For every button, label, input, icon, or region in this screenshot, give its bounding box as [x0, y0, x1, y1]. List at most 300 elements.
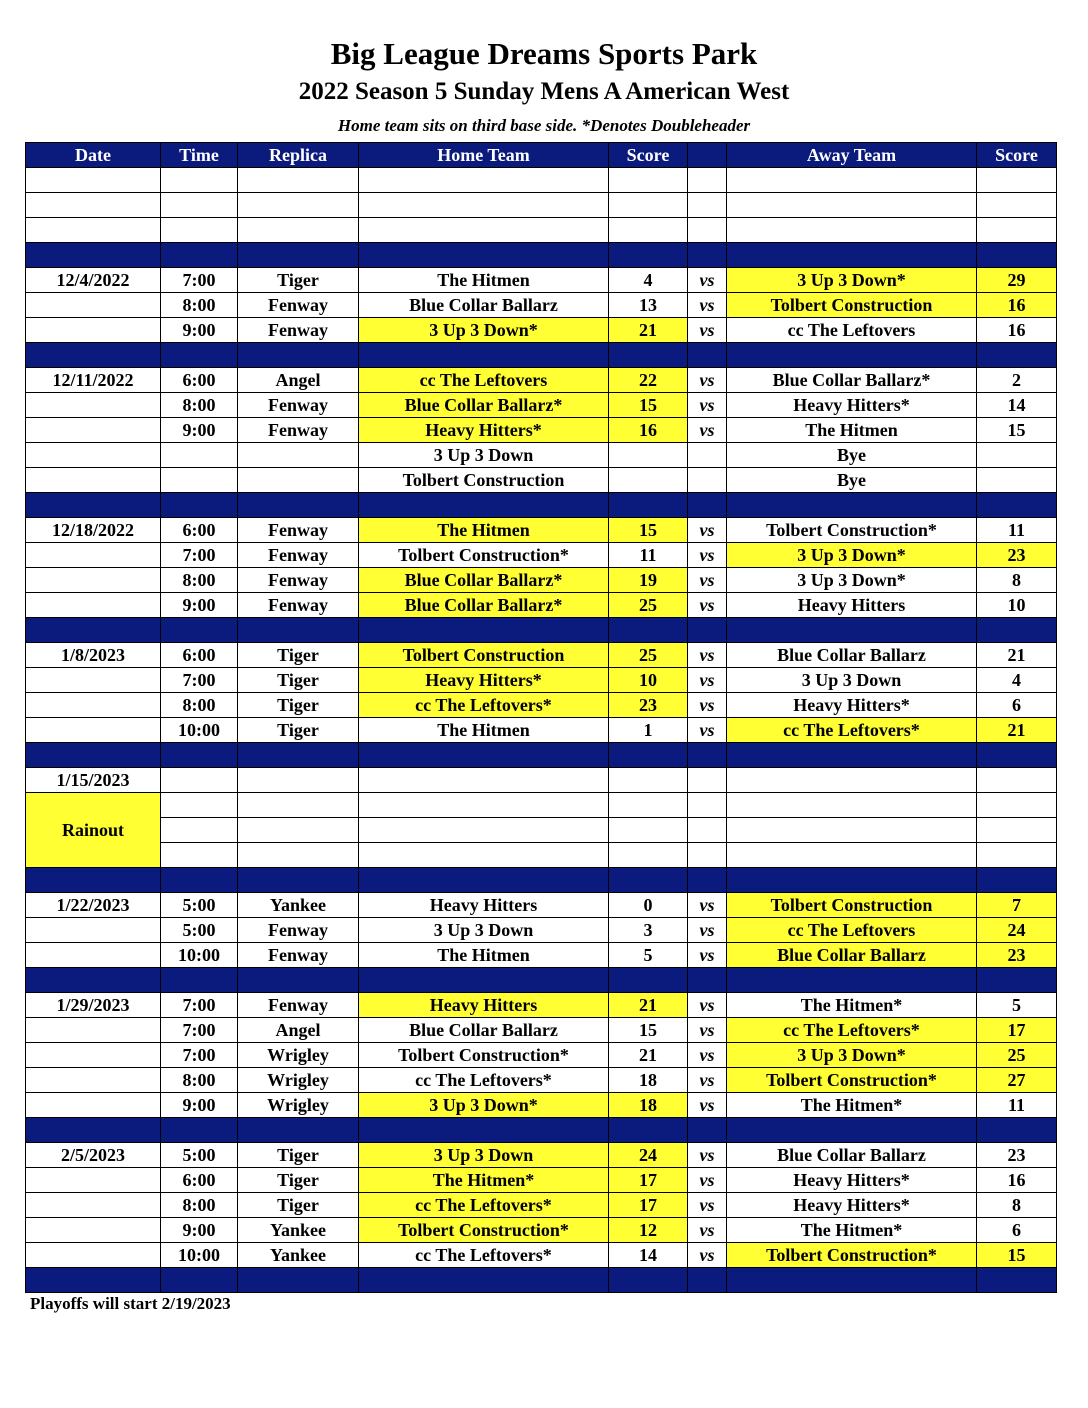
vs-cell: vs — [688, 543, 727, 568]
time-cell: 9:00 — [161, 1218, 238, 1243]
away-team-cell: Blue Collar Ballarz — [727, 1143, 977, 1168]
page-title: Big League Dreams Sports Park — [330, 36, 758, 71]
vs-cell: vs — [688, 1143, 727, 1168]
home-score-cell — [609, 443, 688, 468]
vs-cell: vs — [688, 568, 727, 593]
replica-cell: Wrigley — [238, 1043, 359, 1068]
home-team-cell: Blue Collar Ballarz — [359, 1018, 609, 1043]
separator-cell — [161, 618, 238, 643]
home-team-cell: Heavy Hitters — [359, 993, 609, 1018]
away-score-cell: 17 — [977, 1018, 1057, 1043]
date-cell: 12/4/2022 — [26, 268, 161, 293]
replica-cell: Fenway — [238, 543, 359, 568]
vs-cell: vs — [688, 1243, 727, 1268]
separator-cell — [26, 1118, 161, 1143]
date-cell — [26, 668, 161, 693]
home-score-cell: 24 — [609, 1143, 688, 1168]
home-score-cell: 21 — [609, 1043, 688, 1068]
separator-cell — [609, 868, 688, 893]
separator-cell — [977, 1268, 1057, 1293]
home-team-cell: Blue Collar Ballarz — [359, 293, 609, 318]
empty-cell — [727, 768, 977, 793]
header-time: Time — [161, 143, 238, 168]
game-row — [26, 918, 1057, 943]
empty-cell — [727, 818, 977, 843]
empty-cell — [727, 793, 977, 818]
date-cell — [26, 1193, 161, 1218]
empty-cell — [727, 218, 977, 243]
date-cell — [26, 443, 161, 468]
game-row — [26, 593, 1057, 618]
separator-cell — [688, 243, 727, 268]
vs-cell: vs — [688, 1043, 727, 1068]
game-row — [26, 568, 1057, 593]
separator-row — [26, 1118, 1057, 1143]
away-team-cell: Tolbert Construction — [727, 893, 977, 918]
vs-cell: vs — [688, 1218, 727, 1243]
away-score-cell: 21 — [977, 718, 1057, 743]
vs-cell: vs — [688, 318, 727, 343]
separator-cell — [26, 868, 161, 893]
time-cell: 10:00 — [161, 1243, 238, 1268]
time-cell: 5:00 — [161, 893, 238, 918]
separator-cell — [977, 1118, 1057, 1143]
separator-cell — [688, 618, 727, 643]
home-score-cell: 18 — [609, 1093, 688, 1118]
time-cell: 7:00 — [161, 1043, 238, 1068]
date-cell — [26, 1043, 161, 1068]
vs-cell: vs — [688, 1018, 727, 1043]
separator-cell — [609, 493, 688, 518]
separator-row — [26, 343, 1057, 368]
separator-row — [26, 243, 1057, 268]
away-team-cell: Heavy Hitters* — [727, 693, 977, 718]
separator-cell — [238, 1268, 359, 1293]
separator-cell — [727, 618, 977, 643]
away-team-cell: Blue Collar Ballarz* — [727, 368, 977, 393]
separator-cell — [609, 968, 688, 993]
home-score-cell: 15 — [609, 518, 688, 543]
empty-cell — [359, 793, 609, 818]
game-row — [26, 268, 1057, 293]
date-cell: 1/22/2023 — [26, 893, 161, 918]
away-score-cell: 23 — [977, 1143, 1057, 1168]
home-score-cell: 1 — [609, 718, 688, 743]
separator-cell — [359, 868, 609, 893]
game-row — [26, 368, 1057, 393]
separator-cell — [359, 1118, 609, 1143]
date-cell — [26, 418, 161, 443]
header-vs — [688, 143, 727, 168]
header-home-team: Home Team — [359, 143, 609, 168]
separator-cell — [238, 1118, 359, 1143]
empty-cell — [977, 768, 1057, 793]
empty-cell — [977, 843, 1057, 868]
home-team-cell: cc The Leftovers* — [359, 1243, 609, 1268]
home-team-cell: The Hitmen — [359, 943, 609, 968]
away-team-cell: 3 Up 3 Down* — [727, 568, 977, 593]
vs-cell: vs — [688, 643, 727, 668]
game-row — [26, 993, 1057, 1018]
replica-cell: Tiger — [238, 1168, 359, 1193]
separator-cell — [359, 618, 609, 643]
game-row — [26, 418, 1057, 443]
home-team-cell: Blue Collar Ballarz* — [359, 568, 609, 593]
away-score-cell: 16 — [977, 318, 1057, 343]
replica-cell: Wrigley — [238, 1093, 359, 1118]
vs-cell: vs — [688, 693, 727, 718]
away-team-cell: Heavy Hitters* — [727, 1168, 977, 1193]
game-row — [26, 1143, 1057, 1168]
empty-cell — [359, 218, 609, 243]
home-score-cell: 15 — [609, 393, 688, 418]
vs-cell: vs — [688, 993, 727, 1018]
separator-cell — [609, 618, 688, 643]
away-score-cell: 7 — [977, 893, 1057, 918]
date-cell: 1/8/2023 — [26, 643, 161, 668]
separator-cell — [238, 743, 359, 768]
away-score-cell: 5 — [977, 993, 1057, 1018]
date-cell — [26, 593, 161, 618]
separator-cell — [727, 968, 977, 993]
separator-cell — [26, 343, 161, 368]
separator-cell — [609, 343, 688, 368]
empty-cell — [977, 168, 1057, 193]
home-team-cell: Tolbert Construction* — [359, 1218, 609, 1243]
game-row — [26, 1018, 1057, 1043]
away-score-cell — [977, 443, 1057, 468]
empty-cell — [238, 193, 359, 218]
home-score-cell: 0 — [609, 893, 688, 918]
date-cell — [26, 1093, 161, 1118]
separator-cell — [161, 343, 238, 368]
empty-cell — [688, 193, 727, 218]
away-team-cell: 3 Up 3 Down — [727, 668, 977, 693]
separator-cell — [727, 1118, 977, 1143]
separator-cell — [977, 493, 1057, 518]
away-team-cell: Tolbert Construction — [727, 293, 977, 318]
schedule-note: Home team sits on third base side. *Denotes Doubleheader — [337, 116, 751, 135]
separator-cell — [26, 1268, 161, 1293]
header-replica: Replica — [238, 143, 359, 168]
separator-cell — [161, 868, 238, 893]
empty-cell — [161, 818, 238, 843]
away-team-cell: Bye — [727, 468, 977, 493]
home-team-cell: The Hitmen — [359, 518, 609, 543]
separator-cell — [161, 968, 238, 993]
vs-cell: vs — [688, 1193, 727, 1218]
home-team-cell: 3 Up 3 Down — [359, 918, 609, 943]
separator-cell — [359, 493, 609, 518]
date-cell — [26, 718, 161, 743]
away-score-cell: 8 — [977, 1193, 1057, 1218]
replica-cell: Fenway — [238, 918, 359, 943]
replica-cell: Fenway — [238, 993, 359, 1018]
empty-cell — [26, 193, 161, 218]
date-cell — [26, 393, 161, 418]
home-team-cell: Heavy Hitters* — [359, 418, 609, 443]
time-cell: 8:00 — [161, 1068, 238, 1093]
time-cell: 9:00 — [161, 1093, 238, 1118]
replica-cell: Fenway — [238, 418, 359, 443]
separator-row — [26, 1268, 1057, 1293]
separator-row — [26, 618, 1057, 643]
replica-cell: Fenway — [238, 568, 359, 593]
vs-cell — [688, 443, 727, 468]
blank-row — [26, 218, 1057, 243]
empty-cell — [727, 168, 977, 193]
home-team-cell: cc The Leftovers* — [359, 1068, 609, 1093]
empty-cell — [359, 168, 609, 193]
vs-cell: vs — [688, 1168, 727, 1193]
away-team-cell: Heavy Hitters — [727, 593, 977, 618]
replica-cell: Tiger — [238, 718, 359, 743]
rainout-row — [26, 793, 1057, 818]
separator-cell — [688, 968, 727, 993]
away-score-cell: 23 — [977, 543, 1057, 568]
empty-cell — [609, 218, 688, 243]
replica-cell: Yankee — [238, 1218, 359, 1243]
game-row — [26, 668, 1057, 693]
replica-cell: Fenway — [238, 393, 359, 418]
header-date: Date — [26, 143, 161, 168]
game-row — [26, 1243, 1057, 1268]
away-team-cell: Bye — [727, 443, 977, 468]
empty-cell — [688, 843, 727, 868]
away-score-cell: 21 — [977, 643, 1057, 668]
away-team-cell: cc The Leftovers* — [727, 1018, 977, 1043]
home-score-cell: 19 — [609, 568, 688, 593]
home-score-cell: 21 — [609, 993, 688, 1018]
home-score-cell: 12 — [609, 1218, 688, 1243]
time-cell: 8:00 — [161, 293, 238, 318]
blank-row — [26, 193, 1057, 218]
replica-cell: Tiger — [238, 668, 359, 693]
home-team-cell: 3 Up 3 Down — [359, 443, 609, 468]
rainout-badge: Rainout — [26, 793, 161, 868]
time-cell: 10:00 — [161, 718, 238, 743]
away-score-cell: 16 — [977, 1168, 1057, 1193]
date-cell — [26, 1068, 161, 1093]
separator-cell — [359, 743, 609, 768]
home-score-cell: 11 — [609, 543, 688, 568]
date-cell — [26, 693, 161, 718]
home-score-cell: 22 — [609, 368, 688, 393]
empty-cell — [359, 818, 609, 843]
empty-cell — [161, 768, 238, 793]
separator-cell — [727, 1268, 977, 1293]
home-team-cell: 3 Up 3 Down — [359, 1143, 609, 1168]
empty-cell — [161, 168, 238, 193]
time-cell: 7:00 — [161, 993, 238, 1018]
away-team-cell: cc The Leftovers* — [727, 718, 977, 743]
date-only-row — [26, 768, 1057, 793]
home-score-cell: 17 — [609, 1168, 688, 1193]
vs-cell: vs — [688, 893, 727, 918]
replica-cell: Yankee — [238, 1243, 359, 1268]
empty-cell — [359, 843, 609, 868]
separator-cell — [688, 868, 727, 893]
vs-cell: vs — [688, 1093, 727, 1118]
away-score-cell: 10 — [977, 593, 1057, 618]
separator-cell — [727, 243, 977, 268]
home-team-cell: The Hitmen — [359, 718, 609, 743]
replica-cell: Fenway — [238, 943, 359, 968]
separator-cell — [359, 968, 609, 993]
empty-cell — [688, 818, 727, 843]
separator-cell — [977, 968, 1057, 993]
empty-cell — [688, 793, 727, 818]
date-cell — [26, 568, 161, 593]
away-score-cell: 25 — [977, 1043, 1057, 1068]
away-team-cell: Blue Collar Ballarz — [727, 943, 977, 968]
separator-cell — [26, 493, 161, 518]
vs-cell: vs — [688, 393, 727, 418]
replica-cell — [238, 443, 359, 468]
away-score-cell: 11 — [977, 518, 1057, 543]
page-subtitle: 2022 Season 5 Sunday Mens A American West — [298, 78, 790, 105]
home-team-cell: Tolbert Construction — [359, 468, 609, 493]
separator-cell — [26, 243, 161, 268]
home-score-cell: 23 — [609, 693, 688, 718]
replica-cell: Fenway — [238, 293, 359, 318]
game-row — [26, 643, 1057, 668]
home-score-cell: 17 — [609, 1193, 688, 1218]
time-cell: 9:00 — [161, 593, 238, 618]
time-cell — [161, 468, 238, 493]
separator-cell — [977, 618, 1057, 643]
empty-cell — [359, 768, 609, 793]
separator-cell — [609, 1118, 688, 1143]
vs-cell: vs — [688, 518, 727, 543]
vs-cell — [688, 468, 727, 493]
vs-cell: vs — [688, 668, 727, 693]
vs-cell: vs — [688, 918, 727, 943]
separator-cell — [977, 743, 1057, 768]
away-score-cell: 29 — [977, 268, 1057, 293]
empty-cell — [977, 218, 1057, 243]
separator-cell — [609, 243, 688, 268]
time-cell: 6:00 — [161, 368, 238, 393]
empty-cell — [727, 843, 977, 868]
time-cell: 5:00 — [161, 918, 238, 943]
vs-cell: vs — [688, 268, 727, 293]
game-row — [26, 518, 1057, 543]
empty-cell — [977, 818, 1057, 843]
away-score-cell: 16 — [977, 293, 1057, 318]
replica-cell: Wrigley — [238, 1068, 359, 1093]
empty-cell — [161, 843, 238, 868]
time-cell: 8:00 — [161, 568, 238, 593]
game-row — [26, 318, 1057, 343]
vs-cell: vs — [688, 718, 727, 743]
date-cell: 1/29/2023 — [26, 993, 161, 1018]
vs-cell: vs — [688, 943, 727, 968]
away-score-cell: 2 — [977, 368, 1057, 393]
home-team-cell: The Hitmen* — [359, 1168, 609, 1193]
game-row — [26, 693, 1057, 718]
replica-cell: Tiger — [238, 1193, 359, 1218]
time-cell: 10:00 — [161, 943, 238, 968]
away-team-cell: Tolbert Construction* — [727, 1068, 977, 1093]
separator-cell — [238, 868, 359, 893]
game-row — [26, 718, 1057, 743]
vs-cell: vs — [688, 293, 727, 318]
away-team-cell: The Hitmen* — [727, 1093, 977, 1118]
date-cell: 2/5/2023 — [26, 1143, 161, 1168]
time-cell: 9:00 — [161, 418, 238, 443]
separator-cell — [161, 743, 238, 768]
home-score-cell: 15 — [609, 1018, 688, 1043]
date-cell — [26, 543, 161, 568]
empty-cell — [688, 218, 727, 243]
away-score-cell: 4 — [977, 668, 1057, 693]
away-score-cell: 6 — [977, 1218, 1057, 1243]
time-cell: 6:00 — [161, 643, 238, 668]
bye-row — [26, 443, 1057, 468]
home-score-cell: 18 — [609, 1068, 688, 1093]
separator-cell — [727, 868, 977, 893]
replica-cell — [238, 468, 359, 493]
game-row — [26, 1068, 1057, 1093]
replica-cell: Yankee — [238, 893, 359, 918]
replica-cell: Angel — [238, 368, 359, 393]
away-team-cell: cc The Leftovers — [727, 318, 977, 343]
separator-cell — [161, 493, 238, 518]
home-team-cell: cc The Leftovers — [359, 368, 609, 393]
game-row — [26, 943, 1057, 968]
date-cell — [26, 918, 161, 943]
empty-cell — [238, 843, 359, 868]
replica-cell: Tiger — [238, 693, 359, 718]
date-cell — [26, 1243, 161, 1268]
separator-cell — [688, 1268, 727, 1293]
schedule-body — [26, 168, 1057, 1293]
home-score-cell: 25 — [609, 593, 688, 618]
separator-cell — [688, 493, 727, 518]
bye-row — [26, 468, 1057, 493]
time-cell: 5:00 — [161, 1143, 238, 1168]
separator-cell — [359, 243, 609, 268]
replica-cell: Fenway — [238, 318, 359, 343]
replica-cell: Tiger — [238, 1143, 359, 1168]
empty-cell — [609, 793, 688, 818]
game-row — [26, 1218, 1057, 1243]
separator-cell — [238, 343, 359, 368]
time-cell — [161, 443, 238, 468]
schedule-table — [25, 142, 1057, 1293]
time-cell: 8:00 — [161, 1193, 238, 1218]
away-team-cell: Tolbert Construction* — [727, 1243, 977, 1268]
separator-cell — [609, 1268, 688, 1293]
home-team-cell: Blue Collar Ballarz* — [359, 393, 609, 418]
empty-cell — [161, 218, 238, 243]
away-team-cell: Heavy Hitters* — [727, 1193, 977, 1218]
game-row — [26, 293, 1057, 318]
separator-cell — [609, 743, 688, 768]
playoffs-note: Playoffs will start 2/19/2023 — [30, 1294, 231, 1313]
home-score-cell: 10 — [609, 668, 688, 693]
empty-cell — [609, 818, 688, 843]
empty-cell — [26, 168, 161, 193]
separator-cell — [688, 343, 727, 368]
home-team-cell: Tolbert Construction — [359, 643, 609, 668]
vs-cell: vs — [688, 593, 727, 618]
time-cell: 7:00 — [161, 543, 238, 568]
separator-cell — [238, 618, 359, 643]
separator-row — [26, 968, 1057, 993]
separator-cell — [26, 618, 161, 643]
